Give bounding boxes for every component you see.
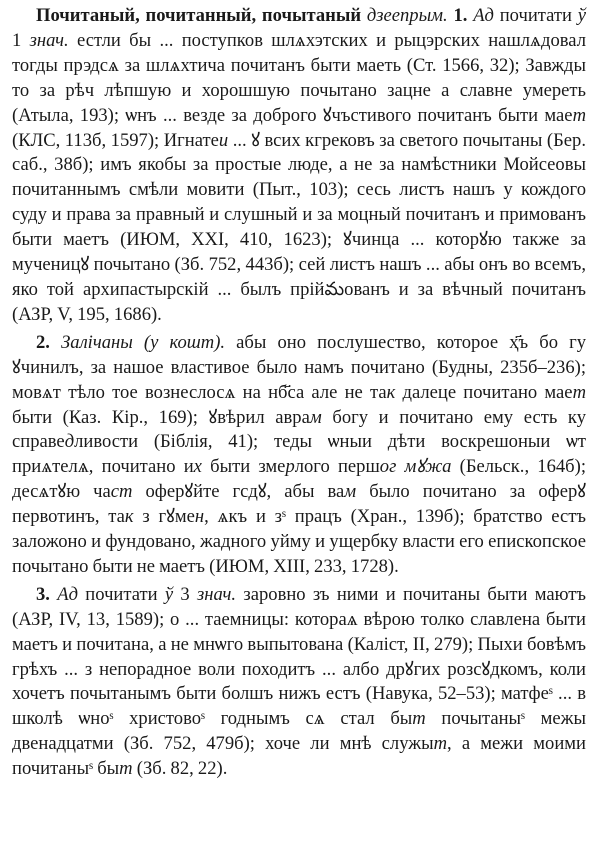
- text-segment: 3: [173, 583, 198, 605]
- text-segment: почитати: [493, 5, 578, 26]
- text-segment: (Бельск., 164б); десѧтꙋю ча: [12, 456, 586, 503]
- text-segment: Залічаны (у кошт).: [61, 331, 226, 353]
- text-segment: 2.: [36, 331, 50, 353]
- text-segment: ў: [577, 5, 586, 26]
- entry-paragraph-2: [12, 331, 586, 580]
- text-segment: м: [344, 481, 357, 503]
- text-segment: ў: [164, 583, 174, 605]
- text-segment: з гꙋме: [133, 506, 195, 528]
- text-segment: , а межи моими почитаныˢ бы: [12, 733, 586, 780]
- text-segment: богу и почитано ему есть ку справе: [12, 406, 586, 453]
- text-segment: быти зме: [201, 456, 286, 478]
- text-segment: Ад: [473, 5, 494, 26]
- text-segment: д: [64, 431, 75, 453]
- text-segment: , ѧкъ и зˢ працъ (Хран., 139б); братство естъ заложоно и фундовано, жадного уйму и ущербку власти его епископское почытано быти не маетъ (ИЮМ, XIII, 233, 1728).: [12, 506, 586, 577]
- text-segment: быти (Каз. Кір., 169); ꙋвѣрил авра: [12, 406, 310, 428]
- text-segment: т: [572, 104, 586, 126]
- text-segment: было почитано за оферꙋ первотинъ, та: [12, 481, 586, 528]
- text-segment: и: [218, 129, 229, 151]
- text-segment: оферꙋйте гсдꙋ, абы ва: [132, 481, 345, 503]
- text-segment: [396, 456, 404, 477]
- text-segment: 1.: [453, 5, 468, 26]
- text-segment: м: [309, 406, 322, 428]
- text-segment: заровно зъ ними и почитаны быти маютъ (АЗР, IV, 13, 1589); о ... таемницы: котораѧ вѣрою толко славлена быти маетъ и почитана, а не мнѡго выпытована (Каліст, II, 279); Пыхи бовѣмъ грѣхъ ... з непорадное воли походитъ ... албо дрꙋгих розсꙋдкомъ, коли хочетъ почытанымъ быти болшъ нижъ естъ (Навука, 52–53); матфеˢ ... в школѣ ѡноˢ христовоˢ годнымъ сѧ стал бы: [12, 583, 586, 730]
- text-segment: Ад: [57, 583, 79, 605]
- text-segment: х: [193, 456, 202, 478]
- text-segment: т: [412, 708, 426, 730]
- text-segment: ливости (Біблія, 41); теды ѡныи дѣти воскрешоныи ѡт приѧтелѧ, почитано и: [12, 431, 586, 478]
- text-segment: естли бы ... поступков шлѧхэтских и рыцэрских нашлѧдовал тогды прэдсѧ за шлѧхтича почитанъ быти маеть (Ст. 1566, 32); Завжды то за рѣч лѣпшую и хорошшую почытано зацне а славне умереть (Атыла, 193); ѡнъ ... везде за доброго ꙋчъстивого почитанъ быти мае: [12, 29, 586, 126]
- entry-paragraph-1: [12, 4, 586, 328]
- text-segment: абы оно послушество, которое ҳ҃ъ бо гу ꙋчинилъ, за нашое властивое было намъ почитано (Будны, 235б–236); мовѧт тѣло тое вознеслосѧ на нб҃са але не та: [12, 331, 587, 403]
- text-segment: знач.: [29, 29, 69, 51]
- text-segment: 3.: [36, 583, 50, 605]
- text-segment: н: [194, 506, 205, 528]
- text-segment: почытаныˢ межы двенадцатми (Зб. 752, 479б); хоче ли мнѣ служы: [12, 708, 586, 755]
- text-segment: 1: [12, 29, 30, 51]
- text-segment: к: [124, 506, 134, 528]
- text-segment: [50, 332, 61, 353]
- text-segment: знач.: [197, 583, 237, 605]
- text-segment: ог: [379, 456, 397, 478]
- text-segment: т: [433, 733, 448, 755]
- text-segment: почитати: [78, 583, 165, 605]
- text-segment: к: [386, 381, 396, 403]
- text-segment: дзеепрым.: [366, 5, 448, 26]
- text-segment: ст: [110, 481, 133, 503]
- text-segment: т: [572, 381, 586, 403]
- text-segment: далеце почитано мае: [395, 381, 573, 403]
- text-segment: (Зб. 82, 22).: [132, 758, 228, 780]
- text-segment: лого перш: [294, 456, 380, 478]
- text-segment: ... ꙋ всих кгрековъ за светого почытаны (Бер. саб., 38б); имъ якобы за простые люде, а не за намѣстники Мойсеовы почитаннымъ смѣли мовити (Пыт., 103); сесь листъ нашъ у кождого суду и права за правный и слушный и за моцный почитанъ и примованъ быти маетъ (ИЮМ, XXI, 410, 1623); ꙋчинца ... которꙋю также за мученицꙋ почытано (Зб. 752, 443б); сей листъ нашъ ... абы онъ во всемъ, яко той архипастырскій ... былъ прійమованъ и за вѣчный почитанъ (АЗР, V, 195, 1686).: [12, 129, 586, 325]
- entry-paragraph-3: [12, 583, 586, 782]
- text-segment: мꙋжа: [404, 456, 452, 478]
- text-segment: т: [119, 758, 133, 780]
- text-segment: Почитаный, почитанный, почытаный: [36, 5, 362, 26]
- text-segment: (КЛС, 113б, 1597); Игнате: [12, 129, 219, 151]
- text-segment: р: [285, 456, 295, 478]
